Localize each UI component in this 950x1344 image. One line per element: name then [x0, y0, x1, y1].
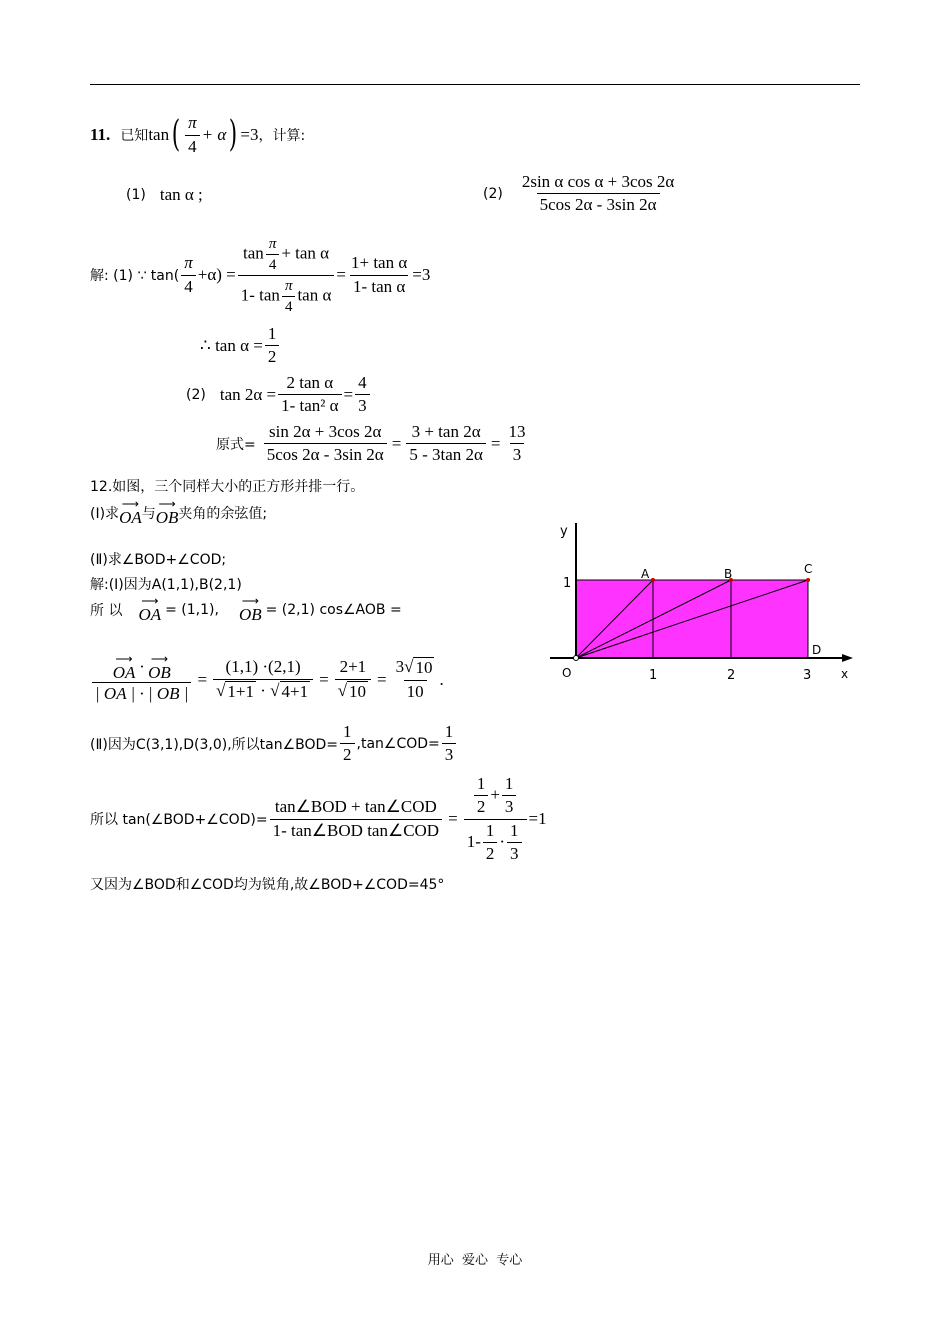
q1-a: (Ⅰ)求 [90, 506, 120, 522]
vector-oa [119, 497, 142, 527]
num: 2 tan α [286, 373, 334, 392]
four: 4 [266, 254, 280, 274]
p2-result [355, 373, 370, 417]
pi4-small [266, 235, 280, 274]
den: 1- tan∠BOD tan∠COD [270, 819, 442, 841]
radicand: 4+1 [281, 681, 309, 701]
nested-den: 1- $\frac{1}{2}$ · $\frac{1}{3}$ [464, 819, 527, 865]
orig-f2 [406, 422, 486, 466]
num: 1 [267, 324, 277, 343]
third [502, 774, 517, 818]
equals: = [391, 433, 402, 453]
orig-result [506, 422, 529, 466]
point-a [651, 578, 655, 582]
header-rule [90, 84, 860, 85]
label-c: C [804, 562, 813, 576]
part2-solution [186, 373, 372, 417]
q1-c: 夹角的余弦值; [178, 506, 268, 522]
four: 4 [282, 296, 296, 316]
point-c [806, 578, 810, 582]
label-a: A [641, 567, 650, 581]
num: 13 [508, 422, 526, 441]
nested-fraction [464, 774, 527, 865]
sol-pi4 [181, 253, 196, 297]
one-minus: 1- [466, 831, 481, 851]
page-footer: 用心 爱心 专心 [427, 1253, 523, 1268]
part1 [126, 185, 203, 205]
so2-label: 所以 tan(∠BOD+∠COD)= [90, 812, 268, 828]
so-b: = (1,1), [165, 602, 219, 618]
pi: π [184, 253, 193, 273]
y-label: y [560, 524, 568, 539]
vector-ob [238, 594, 262, 624]
so-line [90, 594, 402, 624]
vec-label: OB [148, 663, 171, 682]
problem12-q2: (Ⅱ)求∠BOD+∠COD; [90, 552, 227, 568]
sol2-line [90, 722, 458, 766]
pi4-small [282, 277, 296, 316]
sol-f1-num [240, 235, 332, 275]
plus-alpha: + α [201, 125, 227, 144]
sol-f2-den: 1- tan α [350, 275, 408, 297]
sqrt: √ 10 [404, 657, 433, 678]
period: . [439, 669, 444, 689]
half-fraction [340, 722, 355, 766]
den: 2 [483, 842, 498, 864]
num: 3 + tan 2α [411, 422, 481, 441]
sol-f2-num: 1+ tan α [350, 253, 408, 273]
given-eq: =3 [240, 125, 259, 144]
pi: π [284, 277, 293, 294]
problem12-q1 [90, 497, 268, 527]
den: 2 [265, 345, 280, 367]
one-minus-tan: 1- tan [240, 284, 280, 304]
arrow: ⟶ [158, 497, 176, 511]
part2-num: 2sin α cos α + 3cos 2α [521, 172, 675, 191]
label-b: B [724, 567, 733, 581]
num: 2+1 [339, 657, 367, 677]
equals-three: =3 [412, 265, 431, 284]
arrow: ⟶ [121, 497, 139, 511]
third [507, 821, 522, 865]
num: 1 [343, 722, 352, 741]
so-a: 所 以 [90, 603, 123, 619]
orig-f1 [264, 422, 387, 466]
part2-label: (2) [483, 185, 503, 202]
num: tan∠BOD + tan∠COD [274, 797, 437, 817]
sol2-a: (Ⅱ)因为C(3,1),D(3,0),所以tan∠BOD= [90, 736, 339, 753]
radicand: 10 [349, 681, 367, 701]
vec-label: OA [112, 663, 136, 682]
part2 [483, 172, 679, 216]
problem12-intro: 12.如图，三个同样大小的正方形并排一行。 [90, 479, 365, 495]
therefore-line [200, 324, 281, 368]
right-paren: ) [229, 114, 238, 155]
conclusion: 又因为∠BOD和∠COD均为锐角,故∠BOD+∠COD=45° [90, 877, 445, 893]
num: 1 [504, 773, 514, 793]
vector-ob [148, 652, 171, 682]
sol2-b: ,tan∠COD= [356, 735, 440, 752]
den [335, 679, 371, 702]
radicand: 1+1 [227, 681, 254, 701]
therefore-fraction [265, 324, 280, 368]
sqrt: √ 1+1 [216, 680, 254, 701]
tan-sum-line [90, 772, 547, 866]
y-tick-1: 1 [563, 576, 572, 591]
coef: 3 [395, 657, 405, 677]
vector-ob [155, 497, 179, 527]
vec-label: OA [138, 605, 162, 624]
four: 4 [181, 275, 196, 297]
den: 5 - 3tan 2α [406, 443, 486, 465]
equals: = [377, 669, 387, 689]
num [393, 657, 438, 679]
cos-f1-num: ⟶ OA · ⟶ OB [112, 652, 171, 682]
p2-lhs: tan 2α = [219, 384, 277, 404]
x-tick-1: 1 [649, 668, 658, 683]
problem-number: 11. [90, 125, 111, 144]
cos-f2-den: √ 1+1 · √ 4+1 [213, 679, 313, 702]
den: 10 [404, 680, 427, 702]
tan-alpha: tan α [297, 284, 332, 304]
part1-expr: tan α ; [159, 185, 203, 204]
den: 5cos 2α - 3sin 2α [264, 443, 387, 465]
four: 4 [185, 135, 200, 157]
nested-num: $\frac{1}{2}$ + $\frac{1}{3}$ [469, 774, 522, 819]
sol-f1-den [238, 275, 335, 316]
original-expr [216, 422, 531, 466]
vector-oa [112, 652, 136, 682]
coordinate-figure [545, 515, 865, 690]
origin-point [574, 656, 579, 661]
plus-tan-alpha: + tan α [281, 242, 330, 262]
arrow: ⟶ [141, 594, 159, 608]
given-prefix: 已知 [120, 128, 149, 144]
tan-sum-fraction [270, 797, 442, 841]
equals: = [448, 809, 458, 828]
arrow: ⟶ [115, 652, 133, 666]
cos-f2-num: (1,1) ·(2,1) [225, 657, 301, 677]
equals: = [197, 669, 208, 689]
num: 1 [485, 820, 495, 840]
den: 3 [510, 443, 525, 465]
pi: π [268, 235, 277, 252]
half [474, 774, 489, 818]
label-o: O [562, 666, 572, 680]
den: 3 [507, 842, 522, 864]
vec-label: OB [155, 508, 179, 527]
compute-label: ，计算: [258, 128, 306, 144]
tan-text: tan [243, 242, 264, 262]
vec-label: OA [119, 508, 142, 527]
sol-fraction1 [238, 235, 335, 316]
problem11-statement [90, 110, 305, 160]
cos-f2 [213, 657, 313, 702]
half [483, 821, 498, 865]
third-fraction [442, 722, 457, 766]
p2-label: (2) [186, 386, 206, 403]
x-tick-3: 3 [803, 668, 812, 683]
part1-label: (1) [126, 187, 146, 203]
cos-f4 [393, 657, 438, 702]
num: 1 [510, 820, 519, 840]
den: 3 [355, 394, 370, 416]
q1-b: 与 [141, 506, 156, 522]
num: 1 [476, 773, 486, 793]
x-tick-2: 2 [727, 668, 736, 683]
sol-fraction2 [348, 253, 410, 297]
sqrt: √ 10 [337, 680, 367, 701]
arrow: ⟶ [241, 594, 259, 608]
part2-den: 5cos 2α - 3sin 2α [537, 193, 660, 215]
sqrt: √ 4+1 [270, 680, 309, 701]
num: sin 2α + 3cos 2α [269, 422, 382, 441]
x-axis-arrow [842, 654, 853, 662]
equals: = [319, 669, 329, 689]
tan-text: tan [148, 125, 170, 144]
label-d: D [812, 643, 822, 657]
num: 4 [358, 373, 367, 392]
cos-f1 [92, 652, 191, 704]
den: 3 [442, 743, 457, 765]
equals: = [336, 265, 346, 284]
orig-label: 原式= [216, 436, 256, 453]
p2-fraction [278, 373, 341, 417]
den: 2 [474, 795, 489, 817]
problem12-sol1: 解:(Ⅰ)因为A(1,1),B(2,1) [90, 577, 242, 593]
so-c: = (2,1) cos∠AOB = [265, 602, 402, 618]
x-label: x [841, 667, 849, 681]
vector-oa [138, 594, 162, 624]
equals: = [490, 433, 501, 453]
cos-f1-den: | OA | · | OB | [92, 682, 191, 704]
den: 1- tan² α [278, 394, 341, 416]
arrow: ⟶ [150, 652, 169, 666]
radicand: 10 [415, 658, 433, 678]
therefore-lhs: ∴ tan α = [200, 335, 263, 355]
num: 1 [444, 722, 454, 741]
den: 3 [502, 795, 517, 817]
sol-prefix: 解: (1) ∵ tan( [90, 268, 180, 284]
pi: π [188, 113, 197, 133]
vec-label: OB [238, 605, 262, 624]
part2-fraction [519, 172, 677, 216]
solution-line1 [90, 233, 430, 317]
pi-over-4 [185, 113, 200, 157]
sol-plus-alpha: +α) = [197, 265, 236, 284]
left-paren: ( [171, 114, 181, 155]
cos-f3 [335, 657, 371, 702]
result: =1 [528, 809, 547, 828]
den: 2 [340, 743, 355, 765]
cos-formula [90, 652, 444, 704]
equals: = [343, 384, 354, 404]
